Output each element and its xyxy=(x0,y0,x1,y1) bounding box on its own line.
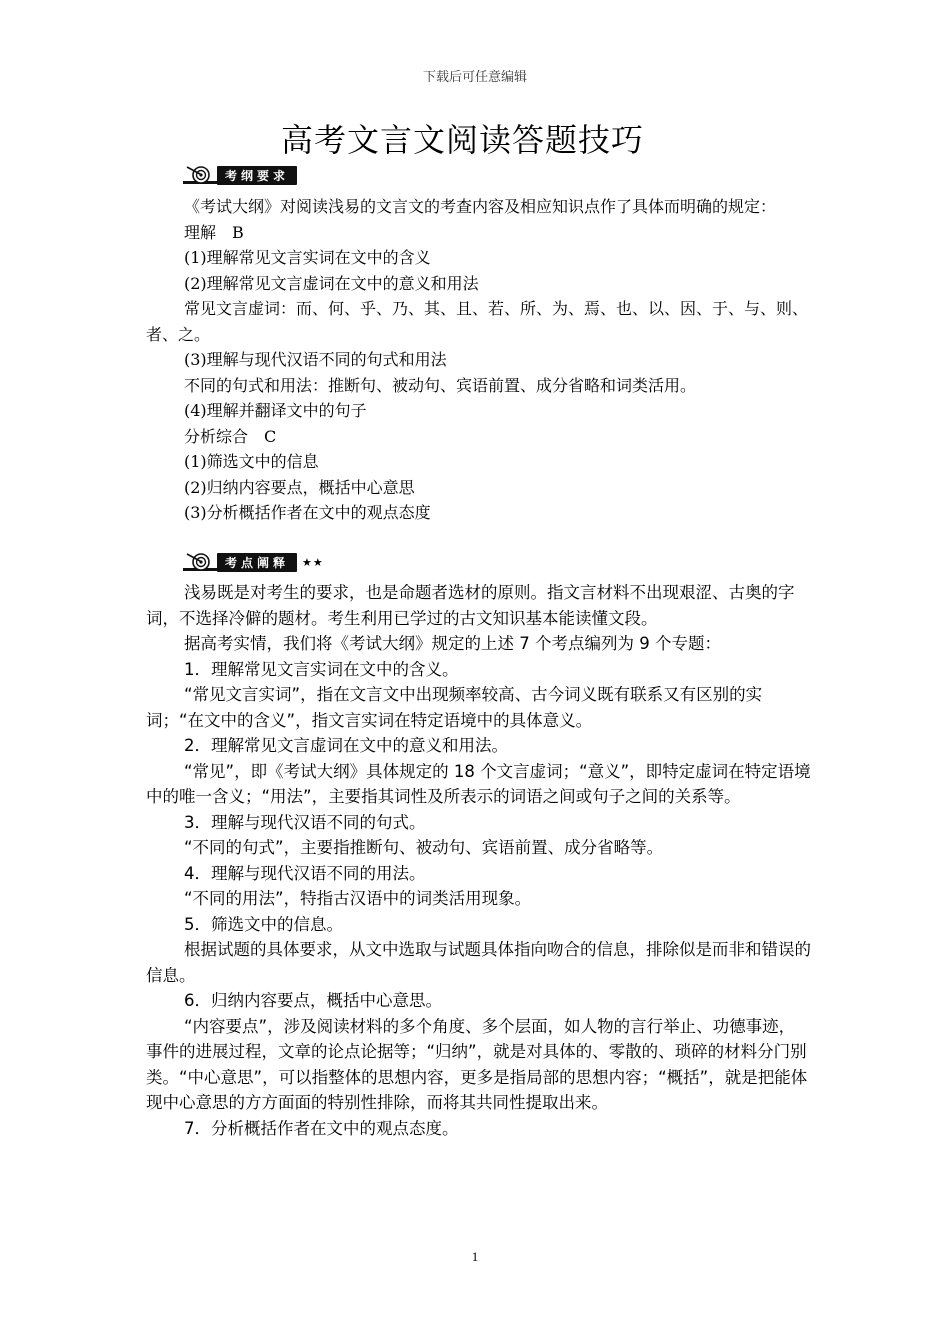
topic-heading: 3．理解与现代汉语不同的句式。 xyxy=(184,812,426,832)
topic-heading: 5．筛选文中的信息。 xyxy=(184,914,343,934)
section-exam-outline xyxy=(146,194,811,526)
paragraph: “不同的句式”，主要指推断句、被动句、宾语前置、成分省略等。 xyxy=(184,838,664,857)
list-item: (3)分析概括作者在文中的观点态度 xyxy=(184,503,431,522)
paragraph: “不同的用法”，特指古汉语中的词类活用现象。 xyxy=(184,889,532,908)
section-badge-label: 考纲要求 xyxy=(217,166,297,185)
paragraph: 不同的句式和用法：推断句、被动句、宾语前置、成分省略和词类活用。 xyxy=(184,375,697,395)
paragraph: “常见文言实词”，指在文言文中出现频率较高、古今词义既有联系又有区别的实词；“在文中的含义”，指文言实词在特定语境中的具体意义。 xyxy=(146,685,763,730)
section-badge-key-points xyxy=(183,550,324,574)
list-item: (2)理解常见文言虚词在文中的意义和用法 xyxy=(184,273,479,293)
topic-heading: 6．归纳内容要点，概括中心意思。 xyxy=(184,991,442,1010)
paragraph: 《考试大纲》对阅读浅易的文言文的考查内容及相应知识点作了具体而明确的规定： xyxy=(184,197,777,216)
target-icon xyxy=(183,551,217,573)
section-badge-label: 考点阐释 xyxy=(217,553,297,572)
paragraph: 常见文言虚词：而、何、乎、乃、其、且、若、所、为、焉、也、以、因、于、与、则、者、之。 xyxy=(146,299,809,344)
paragraph: 浅易既是对考生的要求，也是命题者选材的原则。指文言材料不出现艰涩、古奥的字词，不选择冷僻的题材。考生利用已学过的古文知识基本能读懂文段。 xyxy=(146,583,795,628)
paragraph: 据高考实情，我们将《考试大纲》规定的上述 7 个考点编列为 9 个专题： xyxy=(184,634,721,653)
header-note: 下载后可任意编辑 xyxy=(422,69,527,84)
target-icon xyxy=(183,164,217,186)
section-key-points xyxy=(146,580,811,1141)
paragraph: “常见”，即《考试大纲》具体规定的 18 个文言虚词；“意义”，即特定虚词在特定语境中的唯一含义；“用法”，主要指其词性及所表示的词语之间或句子之间的关系等。 xyxy=(146,761,811,806)
topic-heading: 2．理解常见文言虚词在文中的意义和用法。 xyxy=(184,736,508,755)
list-item: (1)理解常见文言实词在文中的含义 xyxy=(184,248,431,267)
list-item: (2)归纳内容要点，概括中心意思 xyxy=(184,477,415,497)
page-number: 1 xyxy=(471,1249,479,1264)
topic-heading: 4．理解与现代汉语不同的用法。 xyxy=(184,863,426,883)
paragraph: 根据试题的具体要求，从文中选取与试题具体指向吻合的信息，排除似是而非和错误的信息。 xyxy=(146,940,811,985)
page-title: 高考文言文阅读答题技巧 xyxy=(280,121,644,159)
list-item: (3)理解与现代汉语不同的句式和用法 xyxy=(184,350,447,369)
list-item: (1)筛选文中的信息 xyxy=(184,452,319,471)
section-badge-exam-outline xyxy=(183,163,297,187)
paragraph: “内容要点”，涉及阅读材料的多个角度、多个层面，如人物的言行举止、功德事迹，事件的进展过程，文章的论点论据等；“归纳”，就是对具体的、零散的、琐碎的材料分门别类。“中心意思”，可以指整体的思想内容，更多是指局部的思想内容；“概括”，就是把能体现中心意思的方方面面的特别性排除，而将其共同性提取出来。 xyxy=(146,1016,808,1112)
paragraph: 分析综合 C xyxy=(184,426,277,446)
paragraph: 理解 B xyxy=(184,222,244,242)
difficulty-stars: ★★ xyxy=(302,555,324,569)
topic-heading: 7．分析概括作者在文中的观点态度。 xyxy=(184,1118,459,1138)
list-item: (4)理解并翻译文中的句子 xyxy=(184,401,367,420)
topic-heading: 1．理解常见文言实词在文中的含义。 xyxy=(184,659,459,679)
